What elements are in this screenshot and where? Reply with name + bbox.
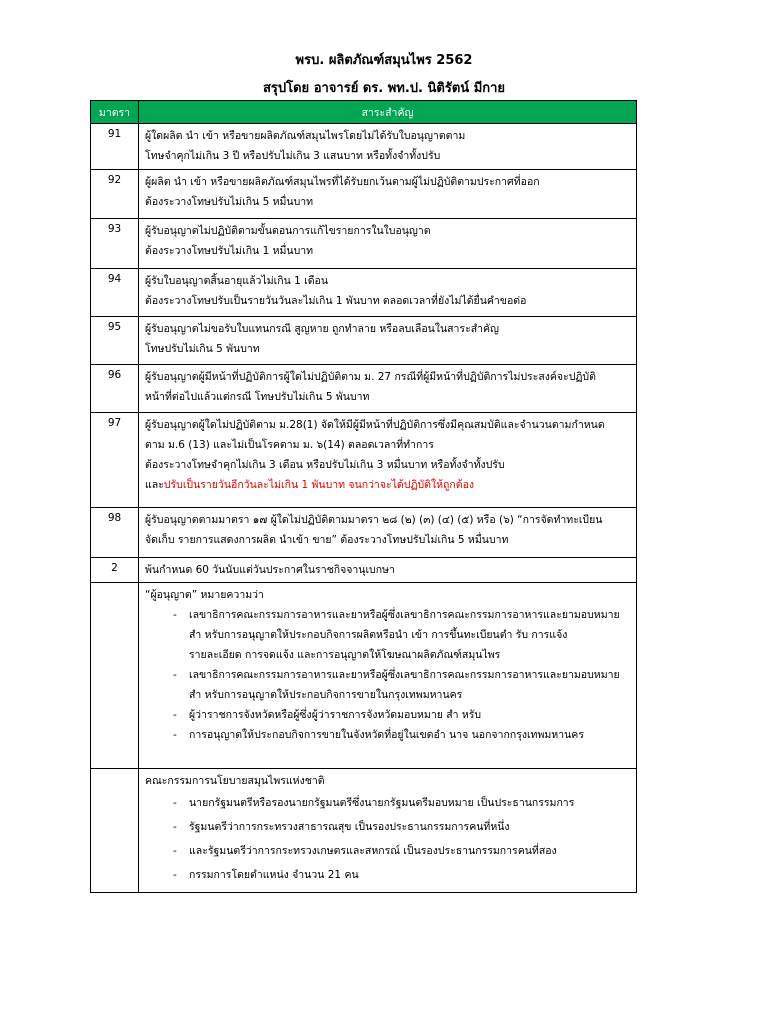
table-row [91, 219, 637, 269]
summary-line: หน้าที่ต่อไปแล้วแต่กรณี โทษปรับไม่เกิน 5 พันบาท [145, 391, 370, 403]
summary-line: ผู้ผลิต นำ เข้า หรือขายผลิตภัณฑ์สมุนไพรที่ได้รับยกเว้นตามผู้ไม่ปฏิบัติตามประกาศที่ออก [145, 176, 540, 188]
committee-heading: คณะกรรมการนโยบายสมุนไพรแห่งชาติ [145, 775, 325, 787]
emphasis-prefix: และ [145, 479, 164, 491]
section-number: 94 [91, 269, 139, 317]
section-number: 97 [91, 413, 139, 508]
section-number: 98 [91, 508, 139, 558]
summary-line: โทษจำคุกไม่เกิน 3 ปี หรือปรับไม่เกิน 3 แสนบาท หรือทั้งจำทั้งปรับ [145, 150, 441, 162]
summary-line: ต้องระวางโทษปรับเป็นรายวันวันละไม่เกิน 1 พันบาท ตลอดเวลาที่ยังไม่ได้ยื่นคำขอต่อ [145, 295, 527, 307]
summary-line: ผู้รับอนุญาตผู้มีหน้าที่ปฏิบัติการผู้ใดไม่ปฏิบัติตาม ม. 27 กรณีที่ผู้มีหน้าที่ปฏิบัติการไม่ประสงค์จะปฏิบัติ [145, 371, 596, 383]
section-number: 93 [91, 219, 139, 269]
summary-line: ต้องระวางโทษปรับไม่เกิน 5 หมื่นบาท [145, 196, 314, 208]
licensor-item: - เลขาธิการคณะกรรมการอาหารและยาหรือผู้ซึ่งเลขาธิการคณะกรรมการอาหารและยามอบหมาย [145, 605, 630, 625]
section-number: 2 [91, 558, 139, 583]
header-summary: สาระสำคัญ [139, 101, 637, 124]
summary-cell [139, 170, 637, 219]
committee-item: - และรัฐมนตรีว่าการกระทรวงเกษตรและสหกรณ์ เป็นรองประธานกรรมการคนที่สอง [145, 839, 630, 863]
summary-cell [139, 269, 637, 317]
summary-cell [139, 124, 637, 170]
summary-cell [139, 317, 637, 365]
licensor-heading: “ผู้อนุญาต” หมายความว่า [145, 589, 264, 601]
document-title: พรบ. ผลิตภัณฑ์สมุนไพร 2562 [295, 53, 473, 68]
table-row-licensor [91, 583, 637, 769]
table-row [91, 317, 637, 365]
licensor-item: - การอนุญาตให้ประกอบกิจการขายในจังหวัดที่อยู่ในเขตอำ นาจ นอกจากกรุงเทพมหานคร [145, 725, 630, 745]
summary-line: ผู้รับอนุญาตไม่ขอรับใบแทนกรณี สูญหาย ถูกทำลาย หรือลบเลือนในสาระสำคัญ [145, 323, 499, 335]
summary-line: ผู้รับอนุญาตไม่ปฏิบัติตามขั้นตอนการแก้ไขรายการในใบอนุญาต [145, 225, 431, 237]
empty-section-cell [91, 769, 139, 893]
summary-line: ผู้รับอนุญาตผู้ใดไม่ปฏิบัติตาม ม.28(1) จัดให้มีผู้มีหน้าที่ปฏิบัติการซึ่งมีคุณสมบัติและจำนวนตามกำหนด [145, 419, 605, 431]
summary-cell [139, 508, 637, 558]
summary-line: พ้นกำหนด 60 วันนับแต่วันประกาศในราชกิจจานุเบกษา [145, 564, 395, 576]
section-number: 96 [91, 365, 139, 413]
licensor-item-cont: รายละเอียด การจดแจ้ง และการอนุญาตให้โฆษณาผลิตภัณฑ์สมุนไพร [189, 649, 501, 661]
summary-line: ต้องระวางโทษปรับไม่เกิน 1 หมื่นบาท [145, 245, 314, 257]
summary-line-emphasis [145, 475, 630, 495]
summary-cell [139, 365, 637, 413]
committee-item: - รัฐมนตรีว่าการกระทรวงสาธารณสุข เป็นรองประธานกรรมการคนที่หนึ่ง [145, 815, 630, 839]
licensor-item-cont: สำ หรับการอนุญาตให้ประกอบกิจการขายในกรุงเทพมหานคร [189, 689, 463, 701]
table-row [91, 508, 637, 558]
summary-line: ต้องระวางโทษจำคุกไม่เกิน 3 เดือน หรือปรับไม่เกิน 3 หมื่นบาท หรือทั้งจำทั้งปรับ [145, 459, 505, 471]
summary-line: ตาม ม.6 (13) และไม่เป็นโรคตาม ม. ๖(14) ตลอดเวลาที่ทำการ [145, 439, 434, 451]
section-number: 92 [91, 170, 139, 219]
section-number: 91 [91, 124, 139, 170]
header-section: มาตรา [91, 101, 139, 124]
licensor-item: - ผู้ว่าราชการจังหวัดหรือผู้ซึ่งผู้ว่าราชการจังหวัดมอบหมาย สำ หรับ [145, 705, 630, 725]
summary-line: โทษปรับไม่เกิน 5 พันบาท [145, 343, 260, 355]
summary-line: ผู้รับใบอนุญาตสิ้นอายุแล้วไม่เกิน 1 เดือน [145, 275, 329, 287]
emphasis-red-text: ปรับเป็นรายวันอีกวันละไม่เกิน 1 พันบาท จนกว่าจะได้ปฏิบัติให้ถูกต้อง [163, 479, 475, 491]
table-row [91, 269, 637, 317]
committee-item: - นายกรัฐมนตรีหรือรองนายกรัฐมนตรีซึ่งนายกรัฐมนตรีมอบหมาย เป็นประธานกรรมการ [145, 791, 630, 815]
licensor-cell [139, 583, 637, 769]
table-row [91, 365, 637, 413]
table-row [91, 170, 637, 219]
committee-cell [139, 769, 637, 893]
summary-cell [139, 219, 637, 269]
table-row [91, 558, 637, 583]
table-row [91, 124, 637, 170]
licensor-item-cont: สำ หรับการอนุญาตให้ประกอบกิจการผลิตหรือนำ เข้า การขึ้นทะเบียนตำ รับ การแจ้ง [189, 629, 568, 641]
table-header-row [91, 101, 637, 124]
summary-table [90, 100, 637, 893]
summary-line: ผู้ใดผลิต นำ เข้า หรือขายผลิตภัณฑ์สมุนไพรโดยไม่ได้รับใบอนุญาตตาม [145, 130, 466, 142]
committee-item: - กรรมการโดยตำแหน่ง จำนวน 21 คน [145, 863, 630, 887]
licensor-item: - เลขาธิการคณะกรรมการอาหารและยาหรือผู้ซึ่งเลขาธิการคณะกรรมการอาหารและยามอบหมาย [145, 665, 630, 685]
empty-section-cell [91, 583, 139, 769]
table-row-committee [91, 769, 637, 893]
summary-cell [139, 413, 637, 508]
table-row [91, 413, 637, 508]
section-number: 95 [91, 317, 139, 365]
summary-line: ผู้รับอนุญาตตามมาตรา ๑๗ ผู้ใดไม่ปฏิบัติตามมาตรา ๒๘ (๒) (๓) (๔) (๕) หรือ (๖) “การจัดทำทะเบียน [145, 514, 603, 526]
summary-cell [139, 558, 637, 583]
document-subtitle: สรุปโดย อาจารย์ ดร. พท.ป. นิติรัตน์ มีกาย [262, 81, 506, 96]
summary-line: จัดเก็บ รายการแสดงการผลิต นำเข้า ขาย” ต้องระวางโทษปรับไม่เกิน 5 หมื่นบาท [145, 534, 509, 546]
